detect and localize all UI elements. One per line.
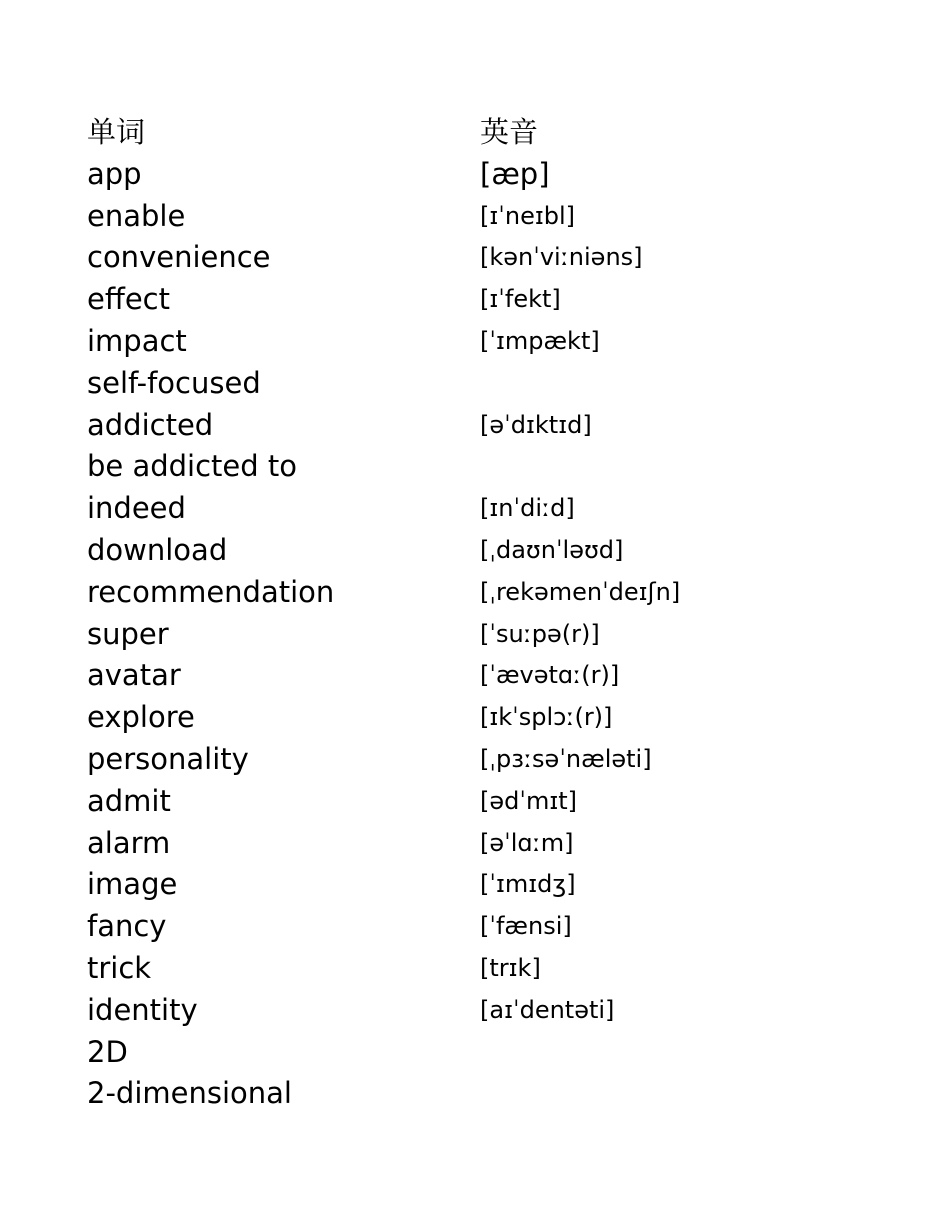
table-row — [87, 823, 867, 865]
vocab-word: 2D — [87, 1034, 128, 1069]
vocab-phonetic: [əˈlɑːm] — [480, 828, 574, 857]
vocab-phonetic: [ɪnˈdiːd] — [480, 494, 575, 523]
table-row — [87, 237, 867, 279]
table-row — [87, 739, 867, 781]
table-row — [87, 948, 867, 990]
vocab-phonetic: [ˈævətɑː(r)] — [480, 661, 620, 690]
vocab-word: self-focused — [87, 365, 261, 400]
vocab-phonetic: [ɪˈfekt] — [480, 285, 561, 314]
vocab-phonetic: [ˈɪmɪdʒ] — [480, 870, 576, 899]
table-row — [87, 572, 867, 614]
vocab-word: super — [87, 616, 169, 651]
vocab-word: convenience — [87, 240, 271, 275]
table-row — [87, 363, 867, 405]
table-header-row — [87, 112, 867, 154]
vocab-word: indeed — [87, 491, 186, 526]
table-row — [87, 1032, 867, 1074]
vocab-phonetic: [ɪkˈsplɔː(r)] — [480, 703, 613, 732]
vocab-word: explore — [87, 700, 195, 735]
table-row — [87, 697, 867, 739]
vocab-word: avatar — [87, 658, 181, 693]
vocab-word: 2-dimensional — [87, 1076, 292, 1111]
vocab-word: personality — [87, 741, 249, 776]
table-row — [87, 279, 867, 321]
vocab-word: addicted — [87, 407, 214, 442]
vocab-phonetic: [əˈdɪktɪd] — [480, 410, 592, 439]
table-row — [87, 990, 867, 1032]
table-row — [87, 614, 867, 656]
vocab-word: trick — [87, 950, 152, 985]
vocab-word: recommendation — [87, 574, 335, 609]
table-row — [87, 530, 867, 572]
table-row — [87, 655, 867, 697]
table-row — [87, 864, 867, 906]
word-column-header: 单词 — [87, 115, 146, 149]
table-row — [87, 446, 867, 488]
vocabulary-rows — [87, 154, 867, 1115]
vocab-phonetic: [ˌpɜːsəˈnæləti] — [480, 744, 652, 773]
vocab-word: alarm — [87, 825, 171, 860]
vocab-phonetic: [ˌrekəmenˈdeɪʃn] — [480, 577, 681, 606]
vocab-phonetic: [ˈɪmpækt] — [480, 326, 600, 355]
table-row — [87, 1073, 867, 1115]
vocab-word: be addicted to — [87, 449, 298, 484]
vocab-phonetic: [ədˈmɪt] — [480, 786, 578, 815]
vocab-word: image — [87, 867, 178, 902]
table-row — [87, 321, 867, 363]
table-row — [87, 781, 867, 823]
phonetic-column-header: 英音 — [480, 115, 539, 149]
vocab-phonetic: [ˈsuːpə(r)] — [480, 619, 600, 648]
vocab-word: fancy — [87, 909, 167, 944]
vocab-phonetic: [aɪˈdentəti] — [480, 995, 615, 1024]
table-row — [87, 906, 867, 948]
vocab-word: identity — [87, 992, 198, 1027]
vocab-phonetic: [ˌdaʊnˈləʊd] — [480, 535, 624, 564]
vocab-phonetic: [kənˈviːniəns] — [480, 243, 643, 272]
vocab-word: enable — [87, 198, 186, 233]
table-row — [87, 196, 867, 238]
vocab-word: download — [87, 532, 228, 567]
vocab-word: effect — [87, 282, 170, 317]
vocab-phonetic: [æp] — [480, 156, 550, 191]
table-row — [87, 488, 867, 530]
vocabulary-table — [87, 112, 867, 1115]
table-row — [87, 154, 867, 196]
vocab-phonetic: [ɪˈneɪbl] — [480, 201, 576, 230]
vocab-phonetic: [ˈfænsi] — [480, 912, 572, 941]
vocab-word: admit — [87, 783, 171, 818]
vocab-phonetic: [trɪk] — [480, 953, 541, 982]
vocab-word: impact — [87, 323, 187, 358]
vocab-word: app — [87, 156, 142, 191]
table-row — [87, 405, 867, 447]
